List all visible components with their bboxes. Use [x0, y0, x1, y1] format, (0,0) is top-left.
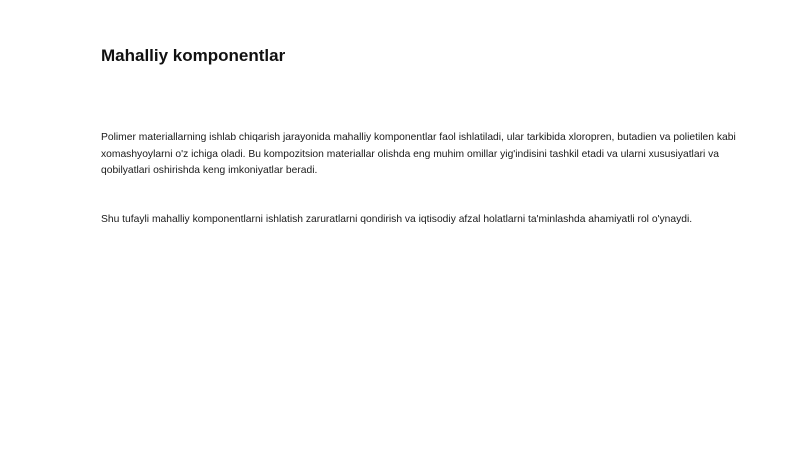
body-paragraph-2: Shu tufayli mahalliy komponentlarni ishlatish zaruratlarni qondirish va iqtisodiy afzal holatlarni ta'minlashda ahamiyatli rol o'ynaydi. — [101, 214, 693, 225]
body-paragraph-1: Polimer materiallarning ishlab chiqarish jarayonida mahalliy komponentlar faol ishlatiladi, ular tarkibida xloropren, butadien va polietilen kabi xomashyoylarni o'z ichiga oladi. Bu kompozitsion materiallar olishda eng muhim omillar yig'indisini tashkil etadi va ularni xususiyatlari va qobilyatlari oshirishda keng imkoniyatlar beradi. — [101, 132, 736, 176]
slide-title: Mahalliy komponentlar — [101, 46, 286, 65]
